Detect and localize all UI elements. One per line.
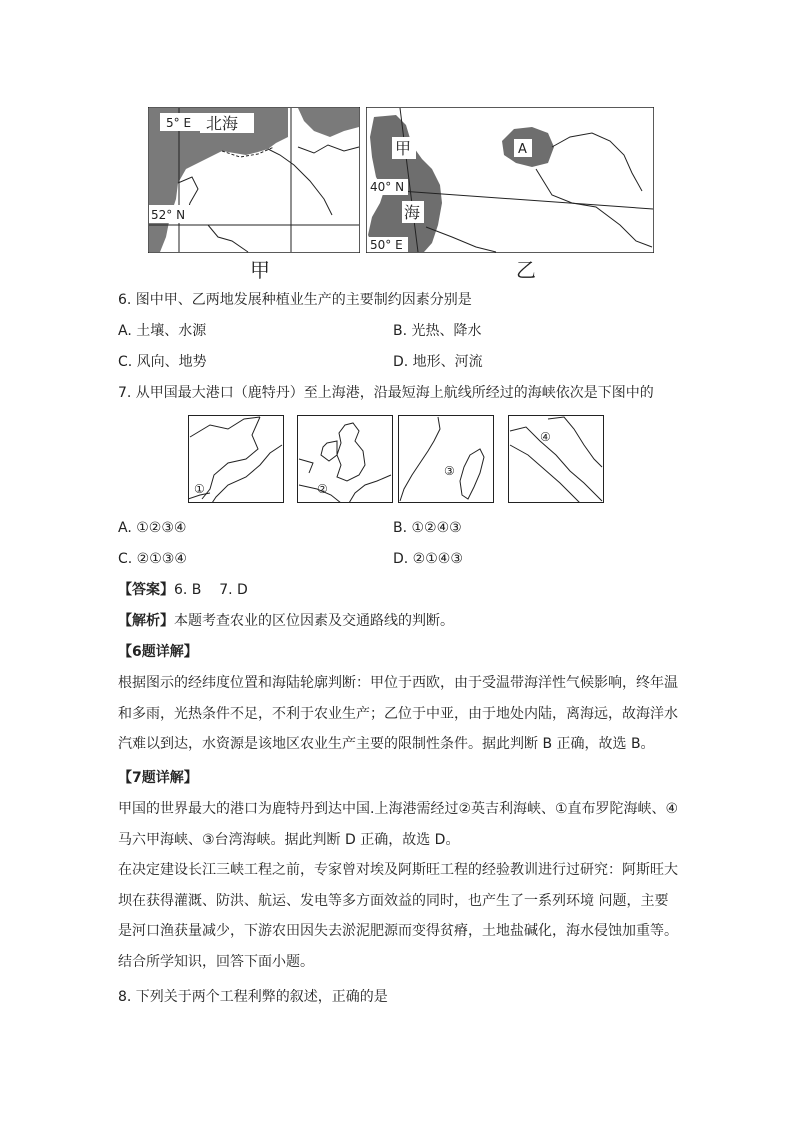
q7-option-c: C. ②①③④: [118, 551, 187, 567]
answer-text: 6. B 7. D: [174, 582, 248, 598]
passage-text: 在决定建设长江三峡工程之前，专家曾对埃及阿斯旺工程的经验教训进行过研究：阿斯旺大坝在获得灌溉、防洪、航运、发电等多方面效益的同时，也产生了一系列环境 问题，主要是河口渔获量减少，下游农田因失去淤泥肥源而变得贫瘠，土地盐碱化，海水侵蚀加重等。结合所学知识，回答下面小题。: [118, 862, 678, 970]
q6-option-b: B. 光热、降水: [393, 323, 482, 339]
detail6-heading: 【6题详解】: [118, 644, 198, 660]
q6-option-a: A. 土壤、水源: [118, 323, 207, 339]
q7-option-a: A. ①②③④: [118, 520, 187, 536]
q6-option-c: C. 风向、地势: [118, 354, 207, 370]
answer-label: 【答案】: [118, 582, 174, 598]
strait-map-1: [188, 415, 284, 503]
analysis-text: 本题考查农业的区位因素及交通路线的判断。: [174, 613, 454, 629]
strait-marker-3: ③: [444, 464, 455, 478]
q6-option-d: D. 地形、河流: [393, 354, 483, 370]
map-yi: [366, 107, 654, 253]
strait-marker-1: ①: [194, 482, 205, 496]
strait-map-4: [508, 415, 604, 503]
map-yi-sea-label: 海: [404, 203, 421, 222]
map-yi-area-label: 甲: [395, 139, 412, 158]
detail6-text: 根据图示的经纬度位置和海陆轮廓判断：甲位于西欧，由于受温带海洋性气候影响，终年温和多雨，光热条件不足，不利于农业生产；乙位于中亚，由于地处内陆，离海远，故海洋水汽难以到达，水资源是该地区农业生产主要的限制性条件。据此判断 B 正确，故选 B。: [118, 675, 678, 752]
strait-map-3: [398, 415, 494, 503]
map-jia-lon-label: 5° E: [166, 116, 192, 130]
analysis-label: 【解析】: [118, 613, 174, 629]
analysis-line: [118, 611, 454, 631]
strait-map-2: [297, 415, 393, 503]
q7-option-d: D. ②①④③: [393, 551, 463, 567]
q6-stem: 6. 图中甲、乙两地发展种植业生产的主要制约因素分别是: [118, 292, 472, 308]
map-jia-caption: 甲: [250, 258, 270, 282]
map-yi-caption: 乙: [516, 258, 536, 282]
detail7-heading: 【7题详解】: [118, 770, 198, 786]
map-yi-marker-a: A: [518, 142, 527, 157]
map-jia-sea-label: 北海: [206, 114, 239, 133]
q8-stem: 8. 下列关于两个工程利弊的叙述，正确的是: [118, 989, 388, 1005]
strait-marker-2: ②: [317, 482, 328, 496]
answer-line: [118, 580, 248, 600]
detail7-text: 甲国的世界最大的港口为鹿特丹到达中国.上海港需经过②英吉利海峡、①直布罗陀海峡、④马六甲海峡、③台湾海峡。据此判断 D 正确，故选 D。: [118, 801, 679, 848]
map-jia: [148, 107, 360, 253]
q7-option-b: B. ①②④③: [393, 520, 462, 536]
map-jia-lat-label: 52° N: [151, 208, 186, 222]
map-yi-lat-label: 40° N: [370, 180, 405, 194]
strait-marker-4: ④: [540, 430, 551, 444]
q7-stem: 7. 从甲国最大港口（鹿特丹）至上海港，沿最短海上航线所经过的海峡依次是下图中的: [118, 385, 654, 401]
map-yi-lon-label: 50° E: [370, 238, 403, 252]
